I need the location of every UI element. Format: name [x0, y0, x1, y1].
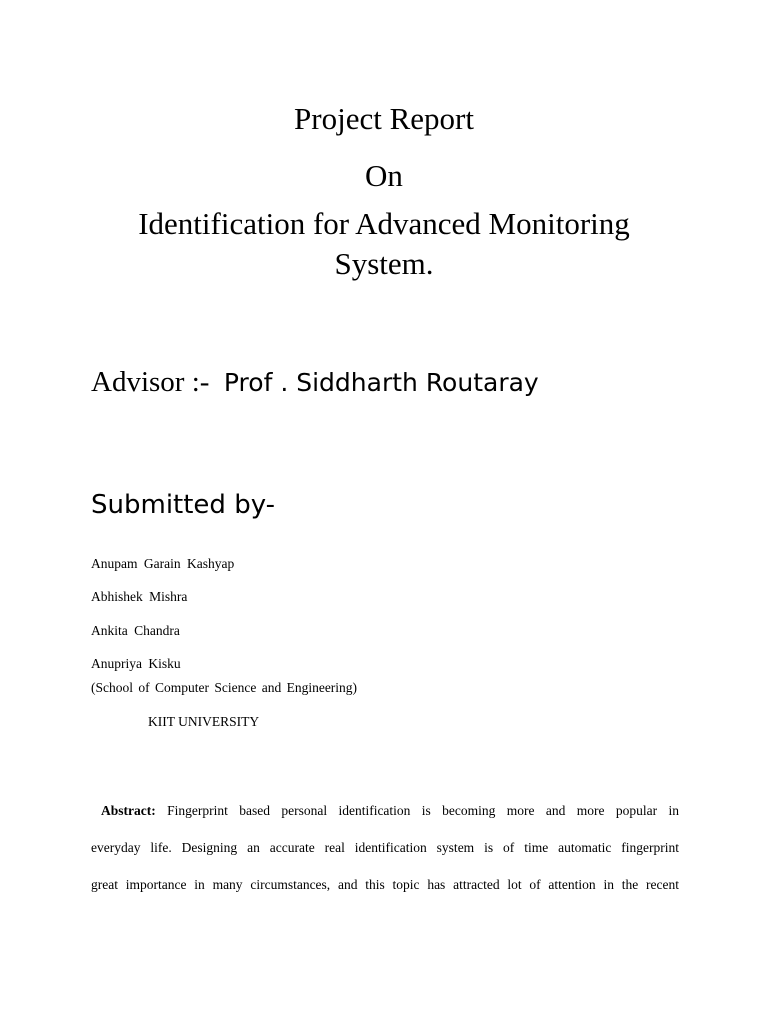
student-name: Anupriya Kisku: [91, 655, 181, 671]
abstract-line-3: great importance in many circumstances, and this topic has attracted lot of attention in the recent: [91, 877, 679, 892]
abstract-text-1: Fingerprint based personal identification is becoming more and more popular in: [167, 803, 679, 818]
title-line-2: On: [365, 158, 403, 193]
advisor-label: Advisor :-: [91, 366, 210, 398]
student-name: Ankita Chandra: [91, 622, 180, 638]
title-line-1: Project Report: [294, 101, 474, 136]
abstract-line-2: everyday life. Designing an accurate real identification system is of time automatic fingerprint: [91, 840, 679, 855]
advisor-line: [91, 366, 539, 399]
school-name: (School of Computer Science and Engineering): [91, 680, 358, 695]
report-title: [0, 90, 768, 284]
student-list: [91, 547, 234, 680]
title-line-3: Identification for Advanced Monitoring: [138, 206, 630, 241]
abstract-label: Abstract:: [101, 803, 156, 818]
advisor-name: Prof . Siddharth Routaray: [223, 368, 539, 397]
student-name: Abhishek Mishra: [91, 589, 188, 605]
abstract-line-1: [91, 792, 679, 829]
abstract-paragraph: [91, 792, 679, 903]
student-name: Anupam Garain Kashyap: [91, 556, 235, 571]
university-name: KIIT UNIVERSITY: [148, 714, 260, 729]
title-line-4: System.: [334, 246, 434, 281]
submitted-by-heading: Submitted by-: [91, 490, 276, 520]
